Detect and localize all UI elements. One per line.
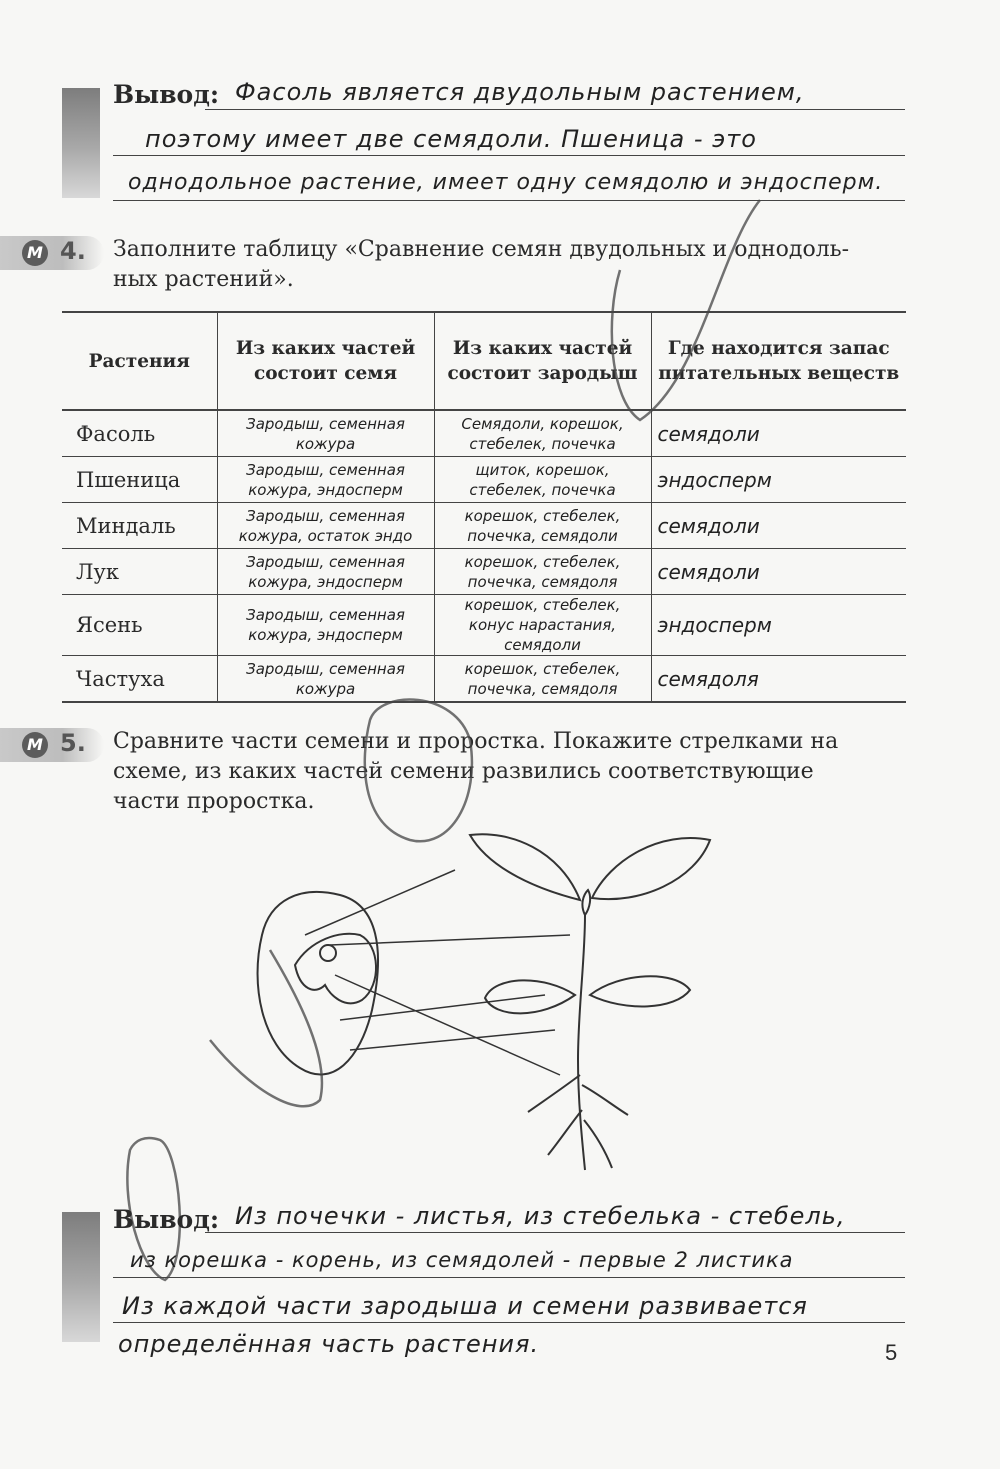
embryo-parts-answer: корешок, стебелек, почечка, семядоля (434, 656, 651, 703)
seed-parts-answer: Зародыш, семенная кожура (217, 410, 434, 457)
header-nutrient-storage: Где находится запас питательных веществ (651, 312, 906, 410)
header-plants: Растения (62, 312, 217, 410)
method-m-icon: М (22, 732, 48, 758)
seed-parts-answer: Зародыш, семенная кожура, эндосперм (217, 457, 434, 503)
sprout-cotyledon-right (590, 976, 690, 1006)
page-number: 5 (885, 1340, 898, 1365)
plant-name: Миндаль (62, 503, 217, 549)
task-5-instruction-line-3: части проростка. (113, 789, 315, 814)
conclusion-1-line-2: поэтому имеет две семядоли. Пшеница - это (145, 125, 757, 153)
embryo-parts-answer: корешок, стебелек, почечка, семядоли (434, 503, 651, 549)
conclusion-2-label: Вывод: (113, 1205, 220, 1234)
conclusion-2-line-3: Из каждой части зародыша и семени развивается (122, 1292, 808, 1320)
conclusion-1-label: Вывод: (113, 80, 220, 109)
storage-answer: эндосперм (651, 457, 906, 503)
sprout-leaf-left (470, 834, 580, 900)
task-4-instruction-line-1: Заполните таблицу «Сравнение семян двудольных и однодоль- (113, 237, 850, 262)
seed-parts-answer: Зародыш, семенная кожура, остаток эндо (217, 503, 434, 549)
method-m-icon: М (22, 240, 48, 266)
header-embryo-parts: Из каких частей состоит зародыш (434, 312, 651, 410)
sprout-leaf-right (592, 838, 710, 899)
writing-line (113, 1277, 905, 1278)
conclusion-2-line-4: определённая часть растения. (118, 1330, 540, 1358)
conclusion-1-line-3: однодольное растение, имеет одну семядолю и эндосперм. (128, 170, 884, 195)
conclusion-2-line-2: из корешка - корень, из семядолей - первые 2 листика (130, 1248, 794, 1272)
task-4-instruction-line-2: ных растений». (113, 267, 294, 292)
plant-name: Фасоль (62, 410, 217, 457)
task-5-instruction-line-1: Сравните части семени и проростка. Покажите стрелками на (113, 729, 839, 754)
plant-name: Пшеница (62, 457, 217, 503)
seed-parts-answer: Зародыш, семенная кожура, эндосперм (217, 549, 434, 595)
seed-parts-answer: Зародыш, семенная кожура (217, 656, 434, 703)
seed-parts-answer: Зародыш, семенная кожура, эндосперм (217, 595, 434, 656)
embryo-parts-answer: корешок, стебелек, почечка, семядоля (434, 549, 651, 595)
task-4-number: 4. (60, 237, 86, 265)
task-5-number: 5. (60, 729, 86, 757)
plant-name: Лук (62, 549, 217, 595)
embryo-parts-answer: Семядоли, корешок, стебелек, почечка (434, 410, 651, 457)
seed-outline (258, 892, 378, 1075)
storage-answer: семядоли (651, 410, 906, 457)
conclusion-2-line-1: Из почечки - листья, из стебелька - стебель, (235, 1202, 846, 1230)
storage-answer: эндосперм (651, 595, 906, 656)
plant-name: Ясень (62, 595, 217, 656)
embryo-parts-answer: корешок, стебелек, конус нарастания, семядоли (434, 595, 651, 656)
task-5-instruction-line-2: схеме, из каких частей семени развились соответствующие (113, 759, 814, 784)
embryo-parts-answer: щиток, корешок, стебелек, почечка (434, 457, 651, 503)
writing-line (113, 1322, 905, 1323)
plant-name: Частуха (62, 656, 217, 703)
writing-line (205, 1232, 905, 1233)
sprout-stem (578, 915, 585, 1170)
storage-answer: семядоли (651, 549, 906, 595)
storage-answer: семядоли (651, 503, 906, 549)
header-seed-parts: Из каких частей состоит семя (217, 312, 434, 410)
storage-answer: семядоля (651, 656, 906, 703)
conclusion-2-marker-bar (62, 1212, 100, 1342)
conclusion-1-line-1: Фасоль является двудольным растением, (235, 78, 805, 106)
